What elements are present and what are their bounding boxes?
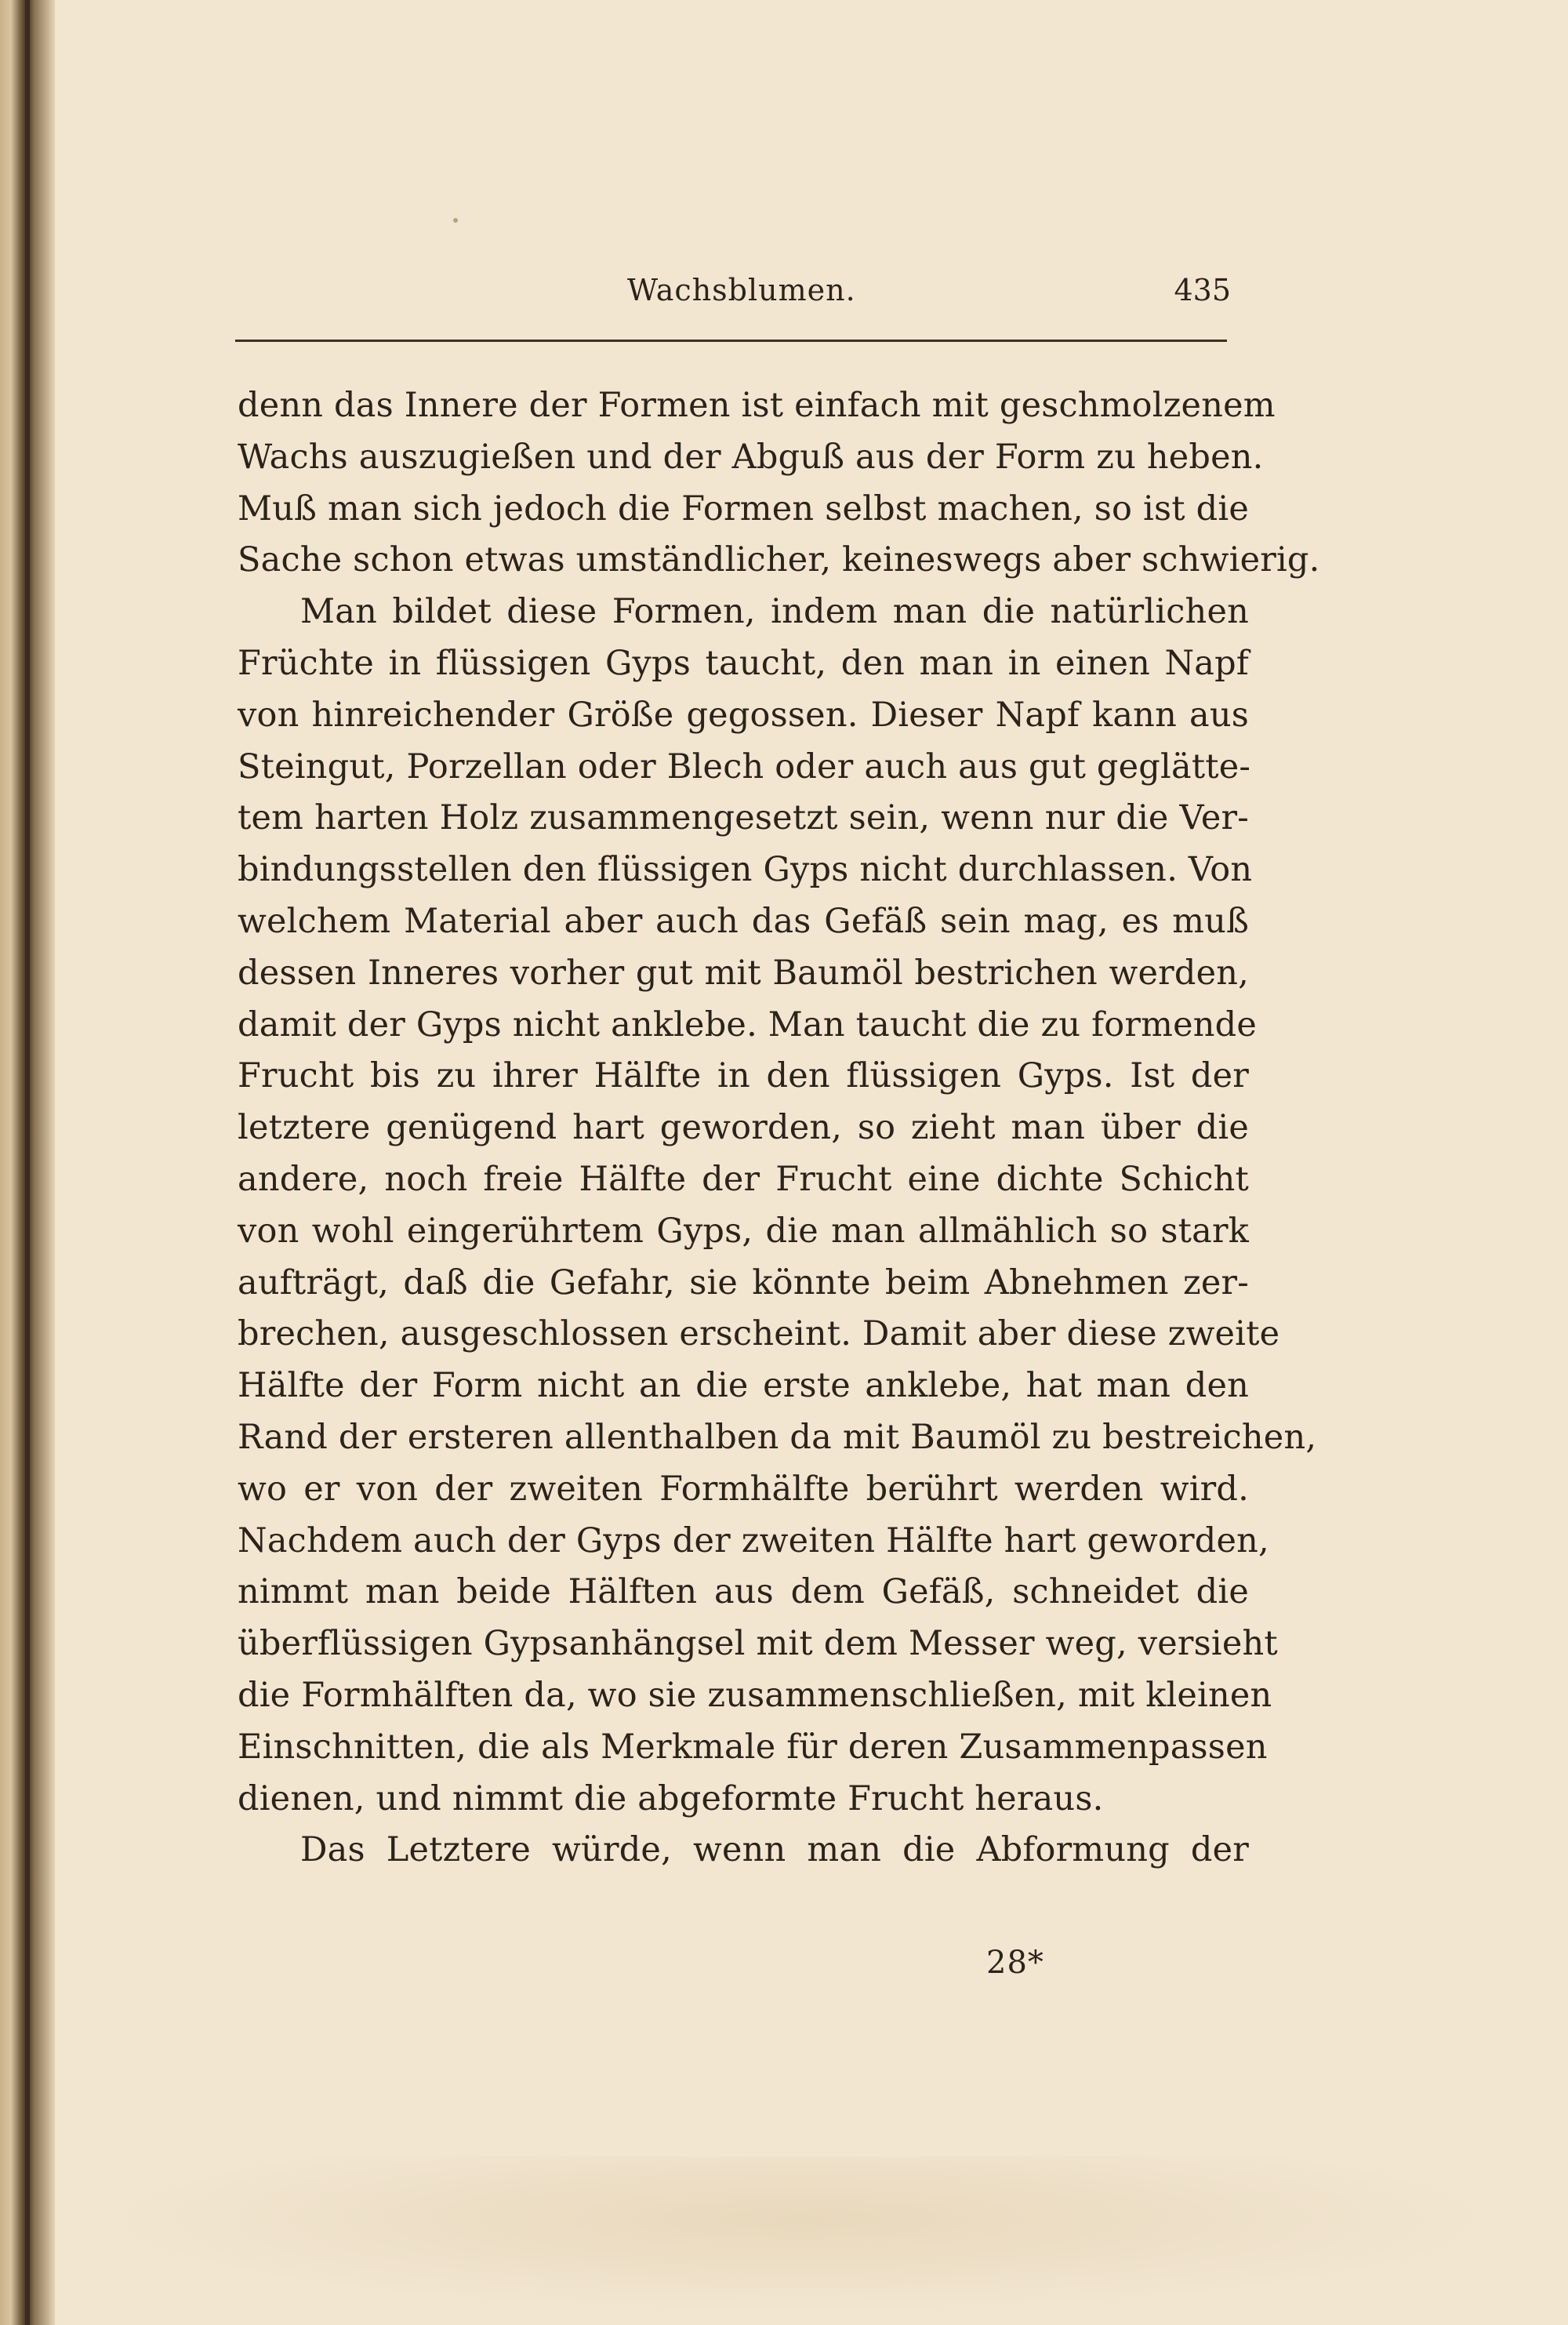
binding-edge [25,0,30,2325]
text-line: andere, noch freie Hälfte der Frucht eine dichte Schicht [238,1159,1249,1199]
text-line: Nachdem auch der Gyps der zweiten Hälfte hart geworden, [238,1520,1269,1560]
text-line: aufträgt, daß die Gefahr, sie könnte beim Abnehmen zer- [238,1262,1249,1302]
header-rule [235,340,1227,342]
text-line: Frucht bis zu ihrer Hälfte in den flüssigen Gyps. Ist der [238,1056,1249,1096]
text-line: Hälfte der Form nicht an die erste anklebe, hat man den [238,1366,1249,1406]
text-line: Einschnitten, die als Merkmale für deren Zusammenpassen [238,1727,1268,1767]
text-line: dessen Inneres vorher gut mit Baumöl bestrichen werden, [238,953,1249,993]
text-line: letztere genügend hart geworden, so zieht man über die [238,1108,1249,1148]
text-line: die Formhälften da, wo sie zusammenschließen, mit kleinen [238,1675,1272,1715]
text-line: Wachs auszugießen und der Abguß aus der Form zu heben. [238,437,1264,477]
text-line: brechen, ausgeschlossen erscheint. Damit aber diese zweite [238,1314,1280,1354]
text-line: nimmt man beide Hälften aus dem Gefäß, schneidet die [238,1572,1249,1612]
text-line: von wohl eingerührtem Gyps, die man allmählich so stark [238,1211,1249,1251]
body-text [238,380,1320,1876]
text-line: Steingut, Porzellan oder Blech oder auch aus gut geglätte- [238,747,1251,787]
signature-mark: 28* [986,1945,1044,1981]
text-line: bindungsstellen den flüssigen Gyps nicht durchlassen. Von [238,850,1253,890]
text-line: damit der Gyps nicht anklebe. Man taucht die zu formende [238,1004,1258,1044]
text-line: Sache schon etwas umständlicher, keineswegs aber schwierig. [238,540,1320,580]
text-line: Früchte in flüssigen Gyps taucht, den man in einen Napf [238,643,1249,683]
text-line: Rand der ersteren allenthalben da mit Baumöl zu bestreichen, [238,1417,1317,1457]
page-header [235,273,1231,320]
text-line: tem harten Holz zusammengesetzt sein, wenn nur die Ver- [238,798,1249,838]
text-line: wo er von der zweiten Formhälfte berührt werden wird. [238,1469,1249,1509]
text-line: dienen, und nimmt die abgeformte Frucht heraus. [238,1778,1104,1818]
paper-speck [453,218,458,223]
text-line: überflüssigen Gypsanhängsel mit dem Messer weg, versieht [238,1624,1278,1664]
text-line: Muß man sich jedoch die Formen selbst machen, so ist die [238,489,1249,529]
text-line: Das Letztere würde, wenn man die Abformung der [300,1830,1249,1870]
page-number: 435 [1174,273,1231,307]
text-line: von hinreichender Größe gegossen. Dieser Napf kann aus [238,695,1249,735]
text-line: Man bildet diese Formen, indem man die natürlichen [300,592,1249,632]
text-line: welchem Material aber auch das Gefäß sein mag, es muß [238,901,1249,941]
text-line: denn das Innere der Formen ist einfach mit geschmolzenem [238,386,1276,425]
paper-stain [94,2156,1505,2313]
running-title: Wachsblumen. [627,273,856,307]
